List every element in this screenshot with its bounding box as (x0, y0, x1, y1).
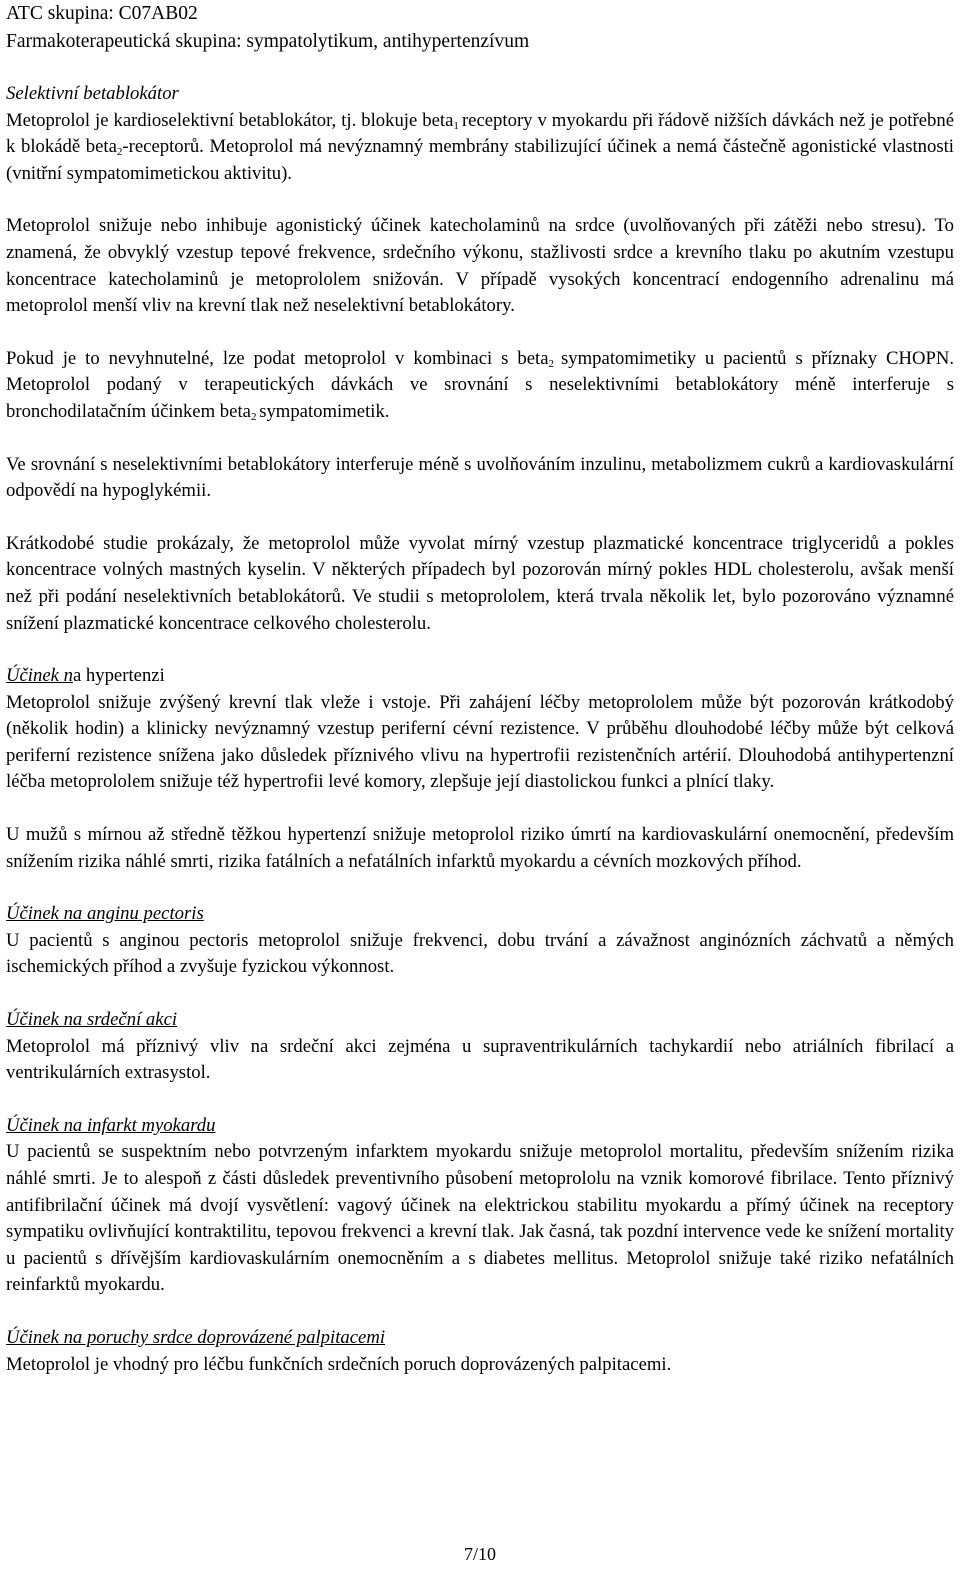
paragraph-hypertension-mortality: U mužů s mírnou až středně těžkou hypertenzí snižuje metoprolol riziko úmrtí na kardiovaskulární onemocnění, především snížením rizika náhlé smrti, rizika fatálních a nefatálních infarktů myokardu a cévních mozkových příhod. (6, 824, 954, 872)
heading-hypertension: Účinek na hypertenzi (6, 665, 165, 687)
heading-heart-rhythm: Účinek na srdeční akci (6, 1009, 178, 1031)
paragraph-lipids: Krátkodobé studie prokázaly, že metoprolol může vyvolat mírný vzestup plazmatické koncentrace triglyceridů a pokles koncentrace volných mastných kyselin. V některých případech byl pozorován mírný pokles HDL cholesterolu, avšak menší než při podání neselektivních betablokátorů. Ve studii s metoprololem, která trvala několik let, bylo pozorováno významné snížení plazmatické koncentrace celkového cholesterolu. (6, 532, 954, 634)
atc-group: ATC skupina: C07AB02 (6, 3, 198, 24)
paragraph-myocardial-infarction: U pacientů se suspektním nebo potvrzeným infarktem myokardu snižuje metoprolol mortalitu, především snížením rizika náhlé smrti. Je to alespoň z části důsledek preventivního působení metoprololu na vznik komorové fibrilace. Tento příznivý antifibrilační účinek má dvojí vysvětlení: vagový účinek na elektrickou stabilitu myokardu a přímý účinek na receptory sympatiku ovlivňující kontraktilitu, tepovou frekvenci a krevní tlak. Jak časná, tak pozdní intervence vede ke snížení mortality u pacientů s dřívějším kardiovaskulárním onemocněním a s diabetes mellitus. Metoprolol snižuje také riziko nefatálních reinfarktů myokardu. (6, 1141, 954, 1296)
paragraph-catecholamines: Metoprolol snižuje nebo inhibuje agonistický účinek katecholaminů na srdce (uvolňovaných při zátěži nebo stresu). To znamená, že obvyklý vzestup tepové frekvence, srdečního výkonu, stažlivosti srdce a krevního tlaku po akutním vzestupu koncentrace katecholaminů je metoprololem snižován. V případě vysokých koncentrací endogenního adrenalinu má metoprolol menší vliv na krevní tlak než neselektivní betablokátory. (6, 215, 954, 317)
paragraph-hypertension: Metoprolol snižuje zvýšený krevní tlak vleže i vstoje. Při zahájení léčby metoprololem může být pozorován krátkodobý (několik hodin) a klinicky nevýznamný vzestup periferní cévní rezistence. V průběhu dlouhodobé léčby může být celková periferní rezistence snížena jako důsledek příznivého vlivu na hypertrofii rezistenčních artérií. Dlouhodobá antihypertenzní léčba metoprololem snižuje též hypertrofii levé komory, zlepšuje její diastolickou funkci a plnící tlaky. (6, 691, 954, 793)
heading-angina: Účinek na anginu pectoris (6, 903, 204, 925)
heading-selective-betablocker: Selektivní betablokátor (6, 83, 179, 104)
paragraph-heart-rhythm: Metoprolol má příznivý vliv na srdeční akci zejména u supraventrikulárních tachykardií nebo atriálních fibrilací a ventrikulárních extrasystol. (6, 1035, 954, 1084)
paragraph-insulin: Ve srovnání s neselektivními betablokátory interferuje méně s uvolňováním inzulinu, metabolizmem cukrů a kardiovaskulární odpovědí na hypoglykémii. (6, 453, 954, 502)
document-page (6, 0, 954, 1378)
page-number: 7/10 (463, 1544, 496, 1564)
heading-myocardial-infarction: Účinek na infarkt myokardu (6, 1114, 216, 1136)
pharmacotherapeutic-group: Farmakoterapeutická skupina: sympatolytikum, antihypertenzívum (6, 31, 530, 52)
paragraph-copd: Pokud je to nevyhnutelné, lze podat metoprolol v kombinaci s beta$_2$ sympatomimetiky u pacientů s příznaky CHOPN. Metoprolol podaný v terapeutických dávkách ve srovnání s neselektivními betablokátory méně interferuje s bronchodilatačním účinkem beta$_2$ sympatomimetik. (6, 347, 955, 423)
paragraph-palpitations: Metoprolol je vhodný pro léčbu funkčních srdečních poruch doprovázených palpitacemi. (6, 1353, 672, 1375)
paragraph-cardioselective: Metoprolol je kardioselektivní betablokátor, tj. blokuje beta$_1$ receptory v myokardu při řádově nižších dávkách než je potřebné k blokádě beta$_2$-receptorů. Metoprolol má nevýznamný membrány stabilizující účinek a nemá částečně agonistické vlastnosti (vnitřní sympatomimetickou aktivitu). (6, 109, 955, 184)
paragraph-angina: U pacientů s anginou pectoris metoprolol snižuje frekvenci, dobu trvání a závažnost anginózních záchvatů a němých ischemických příhod a zvyšuje fyzickou výkonnost. (6, 929, 954, 978)
heading-palpitations: Účinek na poruchy srdce doprovázené palpitacemi (6, 1326, 386, 1348)
